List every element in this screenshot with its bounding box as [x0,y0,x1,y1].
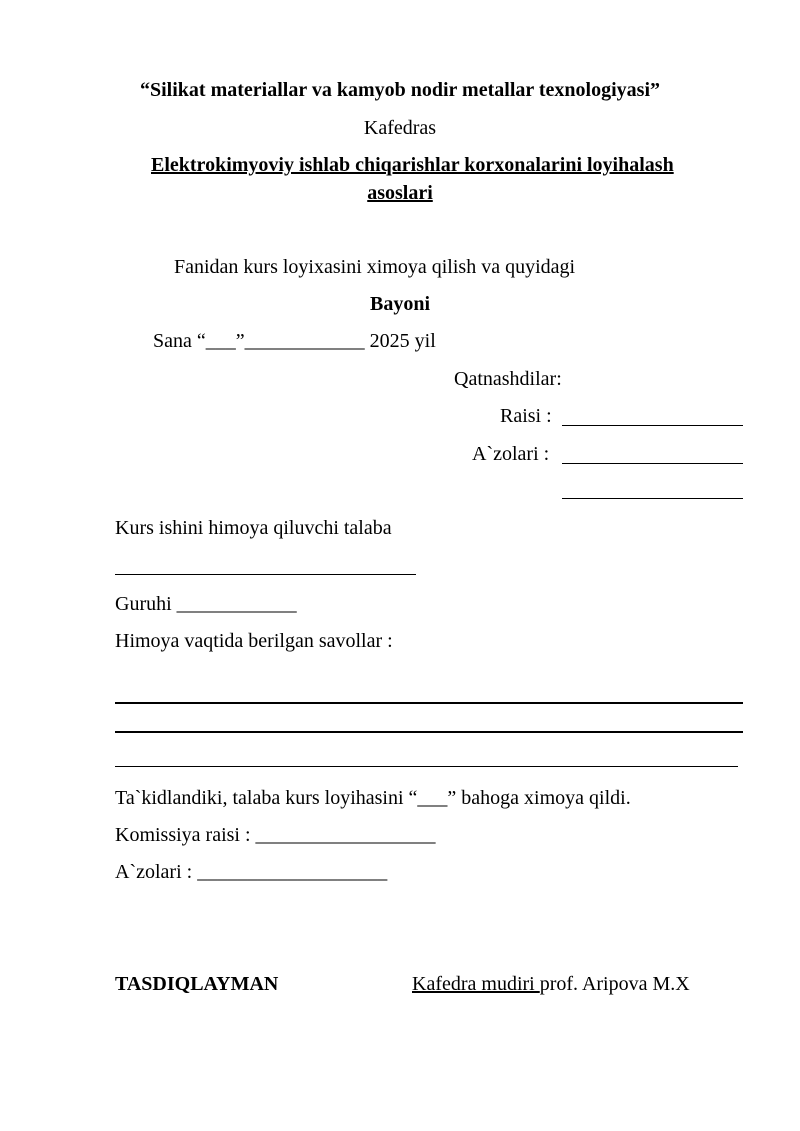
statement-heading: Bayoni [369,293,431,315]
commission-chair-line: Komissiya raisi : __________________ [115,824,436,846]
student-name-line [115,574,416,575]
document-title: “Silikat materiallar va kamyob nodir metallar texnologiyasi” [140,79,660,101]
date-line: Sana “___”____________ 2025 yil [153,330,436,352]
question-line-1 [115,702,743,704]
question-line-2 [115,731,743,733]
head-title: Kafedra mudiri [412,973,540,995]
result-text: Ta`kidlandiki, talaba kurs loyihasini “___” bahoga ximoya qildi. [115,787,631,809]
participants-label: Qatnashdilar: [454,368,562,390]
member-signature-line-2 [562,498,743,499]
questions-label: Himoya vaqtida berilgan savollar : [115,630,393,652]
member-signature-line-1 [562,463,743,464]
department-label: Kafedras [363,117,437,139]
head-signature [412,974,690,994]
head-name: prof. Aripova M.X [539,973,690,995]
approve-label: TASDIQLAYMAN [115,973,279,995]
subject-title-line1: Elektrokimyoviy ishlab chiqarishlar korxonalarini loyihalash [151,154,674,176]
question-line-3 [115,766,738,767]
student-label: Kurs ishini himoya qiluvchi talaba [115,517,392,539]
group-label: Guruhi ____________ [115,593,297,615]
chair-signature-line [562,425,743,426]
members-label: A`zolari : [472,443,550,465]
chair-label: Raisi : [500,405,552,427]
commission-members-line: A`zolari : ___________________ [115,861,388,883]
intro-text: Fanidan kurs loyixasini ximoya qilish va quyidagi [174,256,576,278]
subject-title-line2: asoslari [367,182,433,204]
